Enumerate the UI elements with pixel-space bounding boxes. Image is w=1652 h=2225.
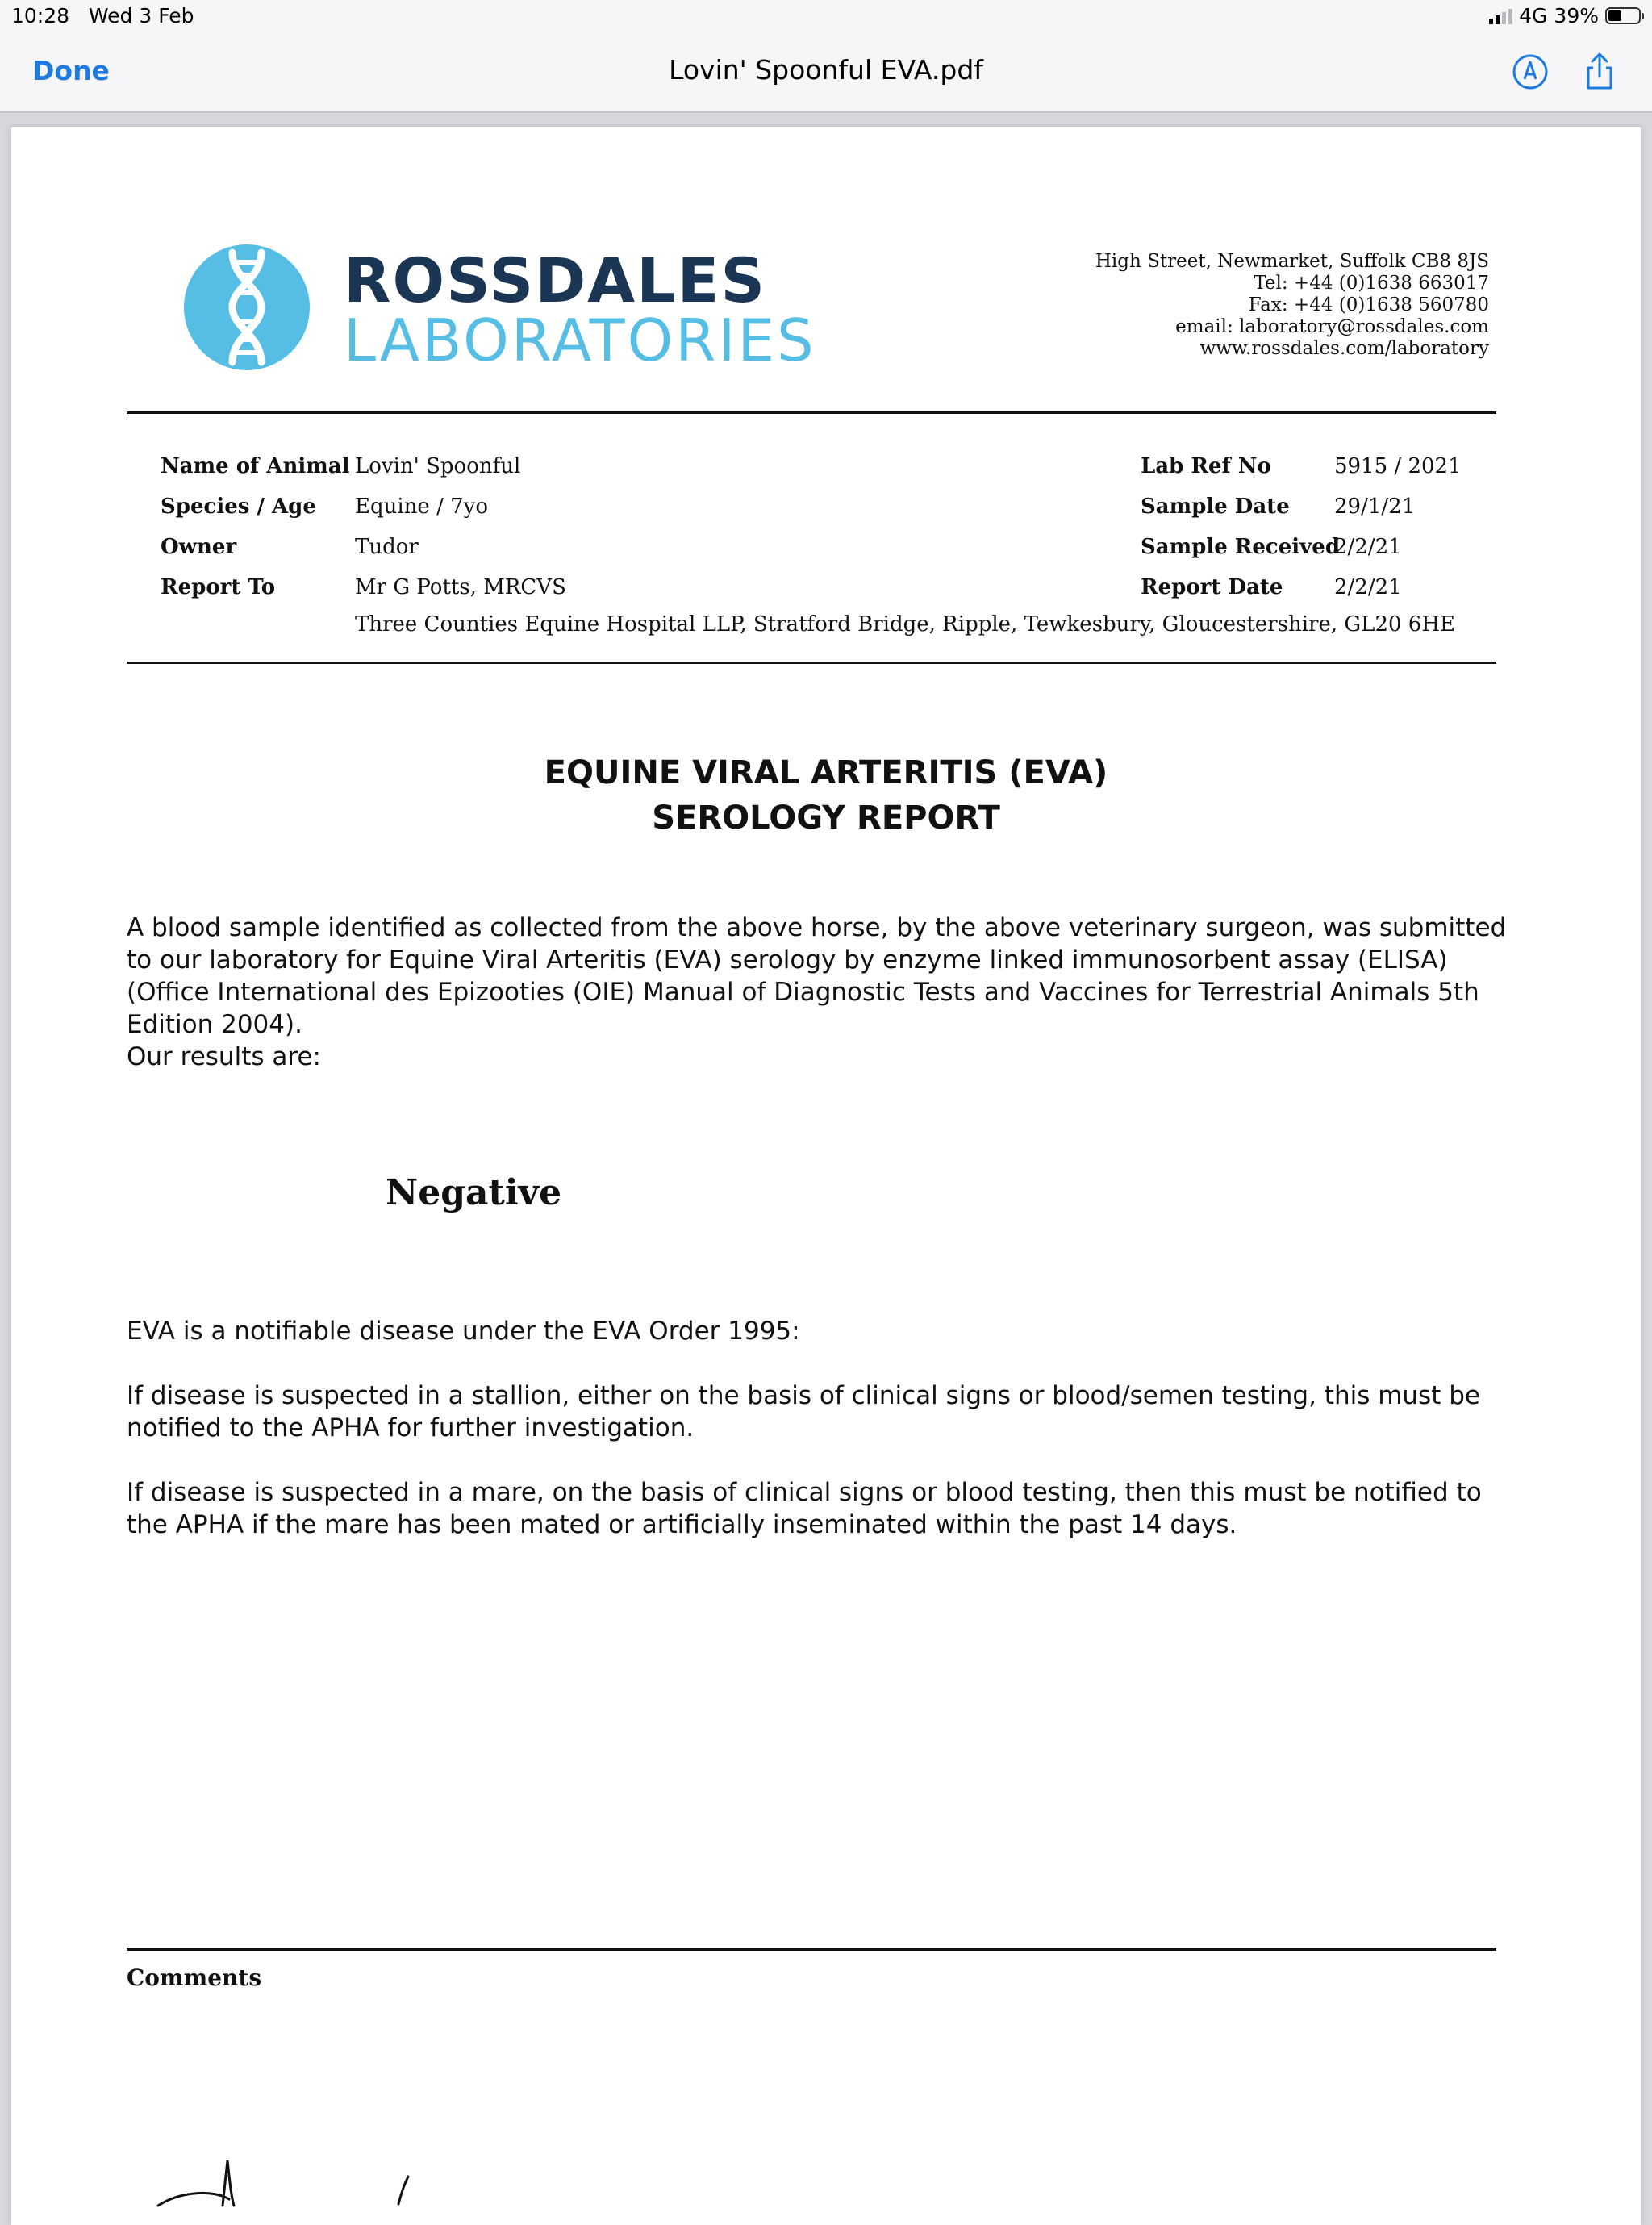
label-sample-date: Sample Date [1141,495,1290,519]
pdf-page[interactable] [11,127,1641,2225]
battery-percent: 39% [1554,4,1599,27]
label-species-age: Species / Age [161,495,316,519]
address-email[interactable]: email: laboratory@rossdales.com [1175,316,1489,337]
label-lab-ref-no: Lab Ref No [1141,454,1271,478]
value-species-age: Equine / 7yo [355,495,488,519]
status-bar [0,0,1652,32]
address-line: High Street, Newmarket, Suffolk CB8 8JS [1095,251,1489,272]
report-title-line1: EQUINE VIRAL ARTERITIS (EVA) [544,754,1108,791]
label-sample-received: Sample Received [1141,535,1341,559]
brand-name-line2: LABORATORIES [344,307,816,374]
label-name-of-animal: Name of Animal [161,454,350,478]
label-report-date: Report Date [1141,575,1283,599]
value-report-to: Mr G Potts, MRCVS [355,575,566,599]
brand-name-line1: ROSSDALES [344,244,767,316]
battery-level [1608,10,1621,21]
divider [127,411,1496,414]
test-result: Negative [386,1172,562,1213]
status-indicators [1489,4,1641,27]
value-report-to-address: Three Counties Equine Hospital LLP, Stratford Bridge, Ripple, Tewkesbury, Gloucestershire, GL20 6HE [355,612,1455,637]
network-type: 4G [1519,4,1548,27]
report-title-line2: SEROLOGY REPORT [652,799,1000,837]
value-sample-received: 2/2/21 [1334,535,1402,559]
status-date: Wed 3 Feb [88,4,194,27]
mare-note: If disease is suspected in a mare, on the basis of clinical signs or blood testing, then this must be notified to the APHA if the mare has been mated or artificially inseminated within the past 14 days. [127,1478,1482,1539]
navigation-bar [0,32,1652,113]
value-lab-ref-no: 5915 / 2021 [1334,454,1462,478]
results-intro: Our results are: [127,1042,321,1071]
divider [127,662,1496,664]
value-report-date: 2/2/21 [1334,575,1402,599]
status-time: 10:28 [11,4,70,27]
cellular-signal-icon [1489,8,1512,24]
divider [127,1948,1496,1951]
comments-label: Comments [127,1964,262,1991]
address-tel: Tel: +44 (0)1638 663017 [1254,273,1489,294]
value-name-of-animal: Lovin' Spoonful [355,454,521,478]
document-title: Lovin' Spoonful EVA.pdf [669,54,983,86]
markup-pen-icon[interactable] [1510,52,1550,92]
value-sample-date: 29/1/21 [1334,495,1416,519]
intro-paragraph: A blood sample identified as collected from the above horse, by the above veterinary surgeon, was submitted to our laboratory for Equine Viral Arteritis (EVA) serology by enzyme linked immunosorbent assay (ELISA) (Office International des Epizooties (OIE) Manual of Diagnostic Tests and Vaccines for Terrestrial Animals 5th Edition 2004). [127,913,1507,1039]
dna-helix-icon [182,243,311,372]
done-button[interactable]: Done [32,55,110,86]
label-owner: Owner [161,535,237,559]
value-owner: Tudor [355,535,419,559]
battery-icon [1605,7,1641,24]
signature [156,2159,447,2207]
stallion-note: If disease is suspected in a stallion, either on the basis of clinical signs or blood/semen testing, this must be notified to the APHA for further investigation. [127,1381,1480,1442]
lab-address-block [1095,251,1489,360]
share-icon[interactable] [1579,52,1620,92]
address-website[interactable]: www.rossdales.com/laboratory [1199,338,1489,359]
address-fax: Fax: +44 (0)1638 560780 [1248,294,1489,315]
notifiable-statement: EVA is a notifiable disease under the EVA Order 1995: [127,1317,800,1346]
status-time-date [11,4,194,27]
label-report-to: Report To [161,575,276,599]
